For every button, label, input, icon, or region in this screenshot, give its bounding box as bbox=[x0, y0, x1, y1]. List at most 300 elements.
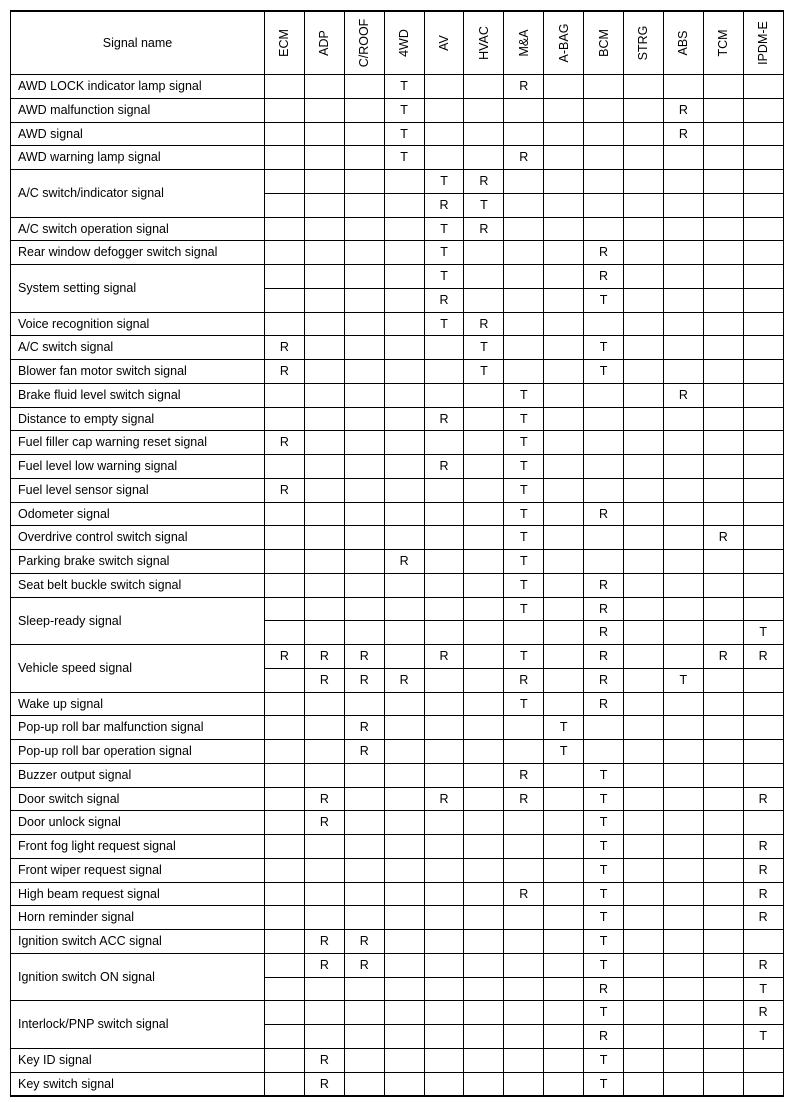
signal-value-cell bbox=[703, 573, 743, 597]
signal-name-cell: Parking brake switch signal bbox=[11, 550, 265, 574]
signal-value-cell: T bbox=[424, 265, 464, 289]
signal-value-cell: R bbox=[344, 668, 384, 692]
signal-value-cell bbox=[624, 645, 664, 669]
table-row bbox=[11, 1001, 784, 1025]
signal-value-cell bbox=[464, 621, 504, 645]
column-header-label: ABS bbox=[676, 30, 691, 56]
signal-value-cell bbox=[384, 811, 424, 835]
signal-value-cell bbox=[663, 930, 703, 954]
signal-value-cell bbox=[424, 478, 464, 502]
signal-value-cell: R bbox=[663, 98, 703, 122]
signal-value-cell bbox=[663, 835, 703, 859]
signal-value-cell: R bbox=[584, 573, 624, 597]
signal-value-cell bbox=[584, 431, 624, 455]
signal-value-cell bbox=[344, 241, 384, 265]
table-row bbox=[11, 122, 784, 146]
signal-value-cell bbox=[464, 716, 504, 740]
signal-name-cell: Fuel level low warning signal bbox=[11, 455, 265, 479]
signal-value-cell bbox=[743, 431, 783, 455]
signal-value-cell bbox=[424, 336, 464, 360]
signal-value-cell bbox=[464, 1001, 504, 1025]
signal-value-cell bbox=[624, 407, 664, 431]
signal-value-cell bbox=[504, 740, 544, 764]
table-row bbox=[11, 478, 784, 502]
signal-name-cell: Buzzer output signal bbox=[11, 763, 265, 787]
signal-value-cell: R bbox=[344, 645, 384, 669]
column-header-croof bbox=[344, 11, 384, 75]
signal-value-cell bbox=[544, 1001, 584, 1025]
signal-value-cell bbox=[464, 597, 504, 621]
signal-value-cell bbox=[584, 122, 624, 146]
signal-value-cell bbox=[743, 98, 783, 122]
signal-value-cell bbox=[703, 740, 743, 764]
signal-value-cell bbox=[424, 597, 464, 621]
signal-value-cell bbox=[265, 146, 305, 170]
signal-value-cell bbox=[424, 740, 464, 764]
signal-value-cell: T bbox=[504, 550, 544, 574]
signal-value-cell bbox=[544, 1072, 584, 1096]
signal-value-cell bbox=[703, 75, 743, 99]
signal-value-cell bbox=[624, 265, 664, 289]
table-row bbox=[11, 811, 784, 835]
signal-value-cell: T bbox=[584, 953, 624, 977]
signal-value-cell bbox=[384, 407, 424, 431]
signal-value-cell: T bbox=[584, 906, 624, 930]
signal-value-cell bbox=[703, 288, 743, 312]
signal-value-cell bbox=[344, 811, 384, 835]
signal-value-cell bbox=[544, 811, 584, 835]
signal-value-cell bbox=[265, 383, 305, 407]
table-row bbox=[11, 597, 784, 621]
signal-value-cell bbox=[265, 740, 305, 764]
signal-value-cell bbox=[624, 692, 664, 716]
signal-name-cell: Ignition switch ON signal bbox=[11, 953, 265, 1001]
signal-value-cell: R bbox=[344, 716, 384, 740]
signal-value-cell bbox=[344, 573, 384, 597]
signal-value-cell bbox=[624, 811, 664, 835]
signal-value-cell bbox=[743, 1048, 783, 1072]
signal-value-cell bbox=[544, 217, 584, 241]
signal-value-cell: R bbox=[304, 645, 344, 669]
signal-value-cell bbox=[504, 336, 544, 360]
signal-value-cell bbox=[384, 930, 424, 954]
signal-value-cell: T bbox=[504, 502, 544, 526]
column-header-label: C/ROOF bbox=[356, 18, 371, 68]
signal-value-cell bbox=[344, 407, 384, 431]
signal-value-cell: T bbox=[743, 977, 783, 1001]
signal-value-cell bbox=[624, 526, 664, 550]
signal-value-cell bbox=[624, 716, 664, 740]
column-header-4wd bbox=[384, 11, 424, 75]
signal-value-cell bbox=[464, 241, 504, 265]
signal-value-cell bbox=[584, 740, 624, 764]
signal-value-cell bbox=[584, 98, 624, 122]
signal-value-cell: R bbox=[663, 383, 703, 407]
signal-value-cell bbox=[624, 75, 664, 99]
signal-value-cell bbox=[344, 763, 384, 787]
signal-value-cell bbox=[624, 312, 664, 336]
signal-value-cell bbox=[265, 930, 305, 954]
signal-value-cell: R bbox=[504, 882, 544, 906]
signal-value-cell bbox=[464, 146, 504, 170]
signal-value-cell bbox=[464, 455, 504, 479]
signal-value-cell bbox=[544, 407, 584, 431]
signal-value-cell bbox=[304, 526, 344, 550]
signal-value-cell bbox=[584, 550, 624, 574]
signal-name-cell: AWD warning lamp signal bbox=[11, 146, 265, 170]
signal-value-cell bbox=[624, 668, 664, 692]
signal-value-cell bbox=[703, 407, 743, 431]
signal-value-cell bbox=[544, 360, 584, 384]
signal-value-cell bbox=[743, 265, 783, 289]
column-header-hvac bbox=[464, 11, 504, 75]
signal-value-cell bbox=[304, 288, 344, 312]
signal-value-cell: R bbox=[743, 787, 783, 811]
signal-value-cell bbox=[504, 241, 544, 265]
signal-value-cell: R bbox=[424, 455, 464, 479]
signal-value-cell bbox=[464, 740, 504, 764]
signal-value-cell bbox=[703, 668, 743, 692]
signal-value-cell bbox=[663, 882, 703, 906]
signal-value-cell bbox=[703, 811, 743, 835]
signal-value-cell bbox=[544, 383, 584, 407]
signal-value-cell bbox=[703, 502, 743, 526]
table-row bbox=[11, 835, 784, 859]
signal-value-cell bbox=[703, 478, 743, 502]
table-row bbox=[11, 431, 784, 455]
signal-value-cell bbox=[663, 811, 703, 835]
signal-value-cell bbox=[544, 288, 584, 312]
signal-value-cell bbox=[464, 1048, 504, 1072]
signal-value-cell: R bbox=[304, 787, 344, 811]
signal-value-cell bbox=[344, 787, 384, 811]
signal-value-cell bbox=[344, 360, 384, 384]
signal-value-cell bbox=[424, 122, 464, 146]
signal-value-cell bbox=[544, 1048, 584, 1072]
signal-value-cell bbox=[424, 977, 464, 1001]
signal-value-cell bbox=[624, 1048, 664, 1072]
signal-value-cell bbox=[544, 526, 584, 550]
signal-value-cell: R bbox=[743, 835, 783, 859]
table-row bbox=[11, 692, 784, 716]
signal-value-cell bbox=[384, 1072, 424, 1096]
signal-value-cell bbox=[344, 170, 384, 194]
signal-value-cell bbox=[424, 1025, 464, 1049]
signal-value-cell bbox=[344, 977, 384, 1001]
signal-name-cell: Distance to empty signal bbox=[11, 407, 265, 431]
signal-value-cell bbox=[544, 573, 584, 597]
signal-value-cell bbox=[743, 241, 783, 265]
signal-value-cell bbox=[624, 1025, 664, 1049]
signal-value-cell bbox=[304, 882, 344, 906]
signal-value-cell: R bbox=[663, 122, 703, 146]
signal-value-cell bbox=[703, 336, 743, 360]
signal-value-cell: T bbox=[584, 930, 624, 954]
signal-value-cell bbox=[544, 170, 584, 194]
signal-value-cell: R bbox=[584, 265, 624, 289]
signal-value-cell bbox=[265, 407, 305, 431]
signal-value-cell bbox=[464, 692, 504, 716]
signal-value-cell bbox=[663, 170, 703, 194]
signal-value-cell bbox=[624, 288, 664, 312]
signal-value-cell bbox=[703, 312, 743, 336]
signal-value-cell bbox=[663, 241, 703, 265]
signal-value-cell bbox=[703, 550, 743, 574]
column-header-label: A-BAG bbox=[556, 23, 571, 63]
signal-name-cell: High beam request signal bbox=[11, 882, 265, 906]
signal-value-cell bbox=[464, 478, 504, 502]
signal-value-cell bbox=[344, 882, 384, 906]
signal-value-cell bbox=[384, 193, 424, 217]
signal-value-cell: T bbox=[544, 740, 584, 764]
signal-value-cell bbox=[544, 265, 584, 289]
signal-value-cell bbox=[464, 1072, 504, 1096]
signal-value-cell bbox=[624, 1001, 664, 1025]
signal-value-cell bbox=[663, 597, 703, 621]
signal-value-cell bbox=[584, 193, 624, 217]
signal-value-cell bbox=[464, 811, 504, 835]
signal-value-cell bbox=[743, 288, 783, 312]
signal-name-header: Signal name bbox=[11, 11, 265, 75]
signal-value-cell: T bbox=[384, 146, 424, 170]
signal-value-cell bbox=[424, 882, 464, 906]
signal-value-cell bbox=[504, 953, 544, 977]
signal-value-cell bbox=[344, 597, 384, 621]
signal-value-cell bbox=[424, 763, 464, 787]
signal-value-cell bbox=[663, 265, 703, 289]
signal-value-cell bbox=[544, 478, 584, 502]
signal-value-cell bbox=[304, 692, 344, 716]
signal-value-cell bbox=[504, 98, 544, 122]
signal-value-cell: R bbox=[504, 668, 544, 692]
table-row bbox=[11, 360, 784, 384]
signal-value-cell bbox=[384, 763, 424, 787]
signal-value-cell bbox=[703, 431, 743, 455]
signal-value-cell bbox=[743, 526, 783, 550]
signal-name-cell: Pop-up roll bar malfunction signal bbox=[11, 716, 265, 740]
signal-name-cell: Fuel level sensor signal bbox=[11, 478, 265, 502]
signal-value-cell bbox=[384, 740, 424, 764]
signal-value-cell bbox=[384, 1001, 424, 1025]
signal-value-cell bbox=[424, 550, 464, 574]
signal-value-cell bbox=[504, 1025, 544, 1049]
signal-name-cell: Seat belt buckle switch signal bbox=[11, 573, 265, 597]
signal-value-cell bbox=[265, 217, 305, 241]
signal-value-cell bbox=[743, 692, 783, 716]
signal-value-cell bbox=[265, 1072, 305, 1096]
signal-name-cell: AWD LOCK indicator lamp signal bbox=[11, 75, 265, 99]
signal-value-cell bbox=[624, 858, 664, 882]
signal-value-cell bbox=[464, 835, 504, 859]
signal-value-cell bbox=[624, 1072, 664, 1096]
signal-value-cell bbox=[344, 858, 384, 882]
signal-value-cell bbox=[265, 1025, 305, 1049]
signal-value-cell bbox=[663, 455, 703, 479]
signal-value-cell bbox=[624, 122, 664, 146]
table-row bbox=[11, 383, 784, 407]
signal-value-cell bbox=[743, 478, 783, 502]
signal-value-cell bbox=[265, 668, 305, 692]
signal-value-cell bbox=[464, 98, 504, 122]
signal-value-cell: R bbox=[584, 668, 624, 692]
signal-value-cell bbox=[464, 407, 504, 431]
signal-value-cell: R bbox=[584, 597, 624, 621]
signal-value-cell bbox=[504, 716, 544, 740]
table-row bbox=[11, 98, 784, 122]
signal-value-cell bbox=[624, 383, 664, 407]
signal-value-cell bbox=[265, 977, 305, 1001]
column-header-label: IPDM-E bbox=[755, 21, 770, 65]
signal-name-cell: Front fog light request signal bbox=[11, 835, 265, 859]
signal-value-cell bbox=[384, 288, 424, 312]
signal-value-cell bbox=[743, 312, 783, 336]
signal-value-cell: R bbox=[464, 170, 504, 194]
signal-value-cell bbox=[703, 953, 743, 977]
signal-value-cell bbox=[464, 882, 504, 906]
signal-value-cell bbox=[703, 455, 743, 479]
signal-value-cell bbox=[624, 550, 664, 574]
signal-value-cell bbox=[424, 953, 464, 977]
signal-value-cell bbox=[265, 312, 305, 336]
signal-value-cell bbox=[624, 193, 664, 217]
signal-value-cell: T bbox=[584, 763, 624, 787]
table-row bbox=[11, 882, 784, 906]
signal-value-cell bbox=[424, 431, 464, 455]
signal-value-cell bbox=[504, 811, 544, 835]
signal-value-cell bbox=[703, 692, 743, 716]
signal-value-cell bbox=[265, 716, 305, 740]
signal-value-cell bbox=[663, 146, 703, 170]
signal-value-cell bbox=[384, 645, 424, 669]
signal-value-cell bbox=[663, 645, 703, 669]
signal-value-cell bbox=[504, 360, 544, 384]
signal-value-cell bbox=[544, 502, 584, 526]
signal-value-cell bbox=[464, 977, 504, 1001]
signal-name-cell: Brake fluid level switch signal bbox=[11, 383, 265, 407]
signal-name-cell: Key switch signal bbox=[11, 1072, 265, 1096]
signal-value-cell bbox=[304, 716, 344, 740]
signal-value-cell: T bbox=[424, 170, 464, 194]
signal-value-cell: T bbox=[584, 1048, 624, 1072]
signal-value-cell bbox=[384, 241, 424, 265]
signal-value-cell: R bbox=[265, 336, 305, 360]
signal-value-cell bbox=[584, 75, 624, 99]
signal-value-cell: R bbox=[584, 692, 624, 716]
signal-value-cell: T bbox=[584, 787, 624, 811]
signal-value-cell bbox=[384, 906, 424, 930]
signal-value-cell bbox=[504, 835, 544, 859]
signal-value-cell bbox=[304, 835, 344, 859]
signal-value-cell bbox=[544, 692, 584, 716]
signal-value-cell bbox=[624, 478, 664, 502]
signal-value-cell bbox=[424, 146, 464, 170]
signal-value-cell bbox=[464, 502, 504, 526]
signal-value-cell bbox=[304, 478, 344, 502]
signal-name-cell: Ignition switch ACC signal bbox=[11, 930, 265, 954]
signal-value-cell bbox=[743, 193, 783, 217]
signal-value-cell: T bbox=[584, 288, 624, 312]
signal-value-cell bbox=[663, 1025, 703, 1049]
signal-value-cell bbox=[464, 858, 504, 882]
table-row bbox=[11, 858, 784, 882]
signal-value-cell bbox=[304, 98, 344, 122]
signal-value-cell bbox=[384, 621, 424, 645]
signal-value-cell bbox=[584, 526, 624, 550]
signal-value-cell bbox=[304, 146, 344, 170]
signal-value-cell bbox=[384, 431, 424, 455]
signal-table bbox=[10, 10, 784, 1097]
signal-name-cell: AWD signal bbox=[11, 122, 265, 146]
column-header-label: 4WD bbox=[396, 29, 411, 57]
signal-value-cell bbox=[304, 241, 344, 265]
signal-value-cell bbox=[544, 835, 584, 859]
signal-value-cell bbox=[743, 597, 783, 621]
signal-value-cell bbox=[504, 170, 544, 194]
signal-value-cell bbox=[703, 122, 743, 146]
signal-value-cell bbox=[424, 360, 464, 384]
signal-value-cell bbox=[663, 858, 703, 882]
signal-value-cell bbox=[265, 858, 305, 882]
signal-value-cell bbox=[344, 1001, 384, 1025]
table-body bbox=[11, 75, 784, 1097]
signal-value-cell bbox=[304, 407, 344, 431]
signal-value-cell bbox=[384, 858, 424, 882]
column-header-ipdme bbox=[743, 11, 783, 75]
signal-value-cell bbox=[544, 977, 584, 1001]
signal-value-cell bbox=[304, 502, 344, 526]
signal-value-cell bbox=[624, 98, 664, 122]
signal-value-cell bbox=[464, 906, 504, 930]
signal-name-cell: Horn reminder signal bbox=[11, 906, 265, 930]
signal-value-cell bbox=[624, 906, 664, 930]
signal-value-cell bbox=[663, 573, 703, 597]
signal-value-cell bbox=[663, 621, 703, 645]
signal-value-cell: T bbox=[504, 645, 544, 669]
signal-value-cell bbox=[544, 787, 584, 811]
signal-value-cell bbox=[344, 122, 384, 146]
signal-name-cell: A/C switch signal bbox=[11, 336, 265, 360]
signal-value-cell bbox=[703, 1025, 743, 1049]
signal-value-cell bbox=[703, 882, 743, 906]
signal-value-cell bbox=[624, 977, 664, 1001]
signal-value-cell bbox=[424, 668, 464, 692]
signal-value-cell bbox=[304, 170, 344, 194]
signal-value-cell: R bbox=[504, 763, 544, 787]
signal-value-cell bbox=[344, 835, 384, 859]
signal-value-cell: R bbox=[344, 930, 384, 954]
signal-value-cell bbox=[344, 265, 384, 289]
signal-value-cell bbox=[464, 787, 504, 811]
table-row bbox=[11, 502, 784, 526]
signal-name-cell: Wake up signal bbox=[11, 692, 265, 716]
signal-value-cell: T bbox=[584, 360, 624, 384]
signal-value-cell bbox=[424, 75, 464, 99]
signal-value-cell bbox=[344, 288, 384, 312]
table-row bbox=[11, 930, 784, 954]
signal-name-cell: Door switch signal bbox=[11, 787, 265, 811]
signal-value-cell bbox=[663, 1048, 703, 1072]
signal-value-cell bbox=[743, 763, 783, 787]
signal-value-cell bbox=[663, 763, 703, 787]
signal-value-cell bbox=[544, 882, 584, 906]
table-row bbox=[11, 550, 784, 574]
signal-value-cell bbox=[344, 217, 384, 241]
signal-value-cell bbox=[584, 217, 624, 241]
signal-value-cell bbox=[504, 217, 544, 241]
signal-value-cell bbox=[384, 336, 424, 360]
signal-value-cell bbox=[464, 763, 504, 787]
signal-value-cell bbox=[504, 265, 544, 289]
